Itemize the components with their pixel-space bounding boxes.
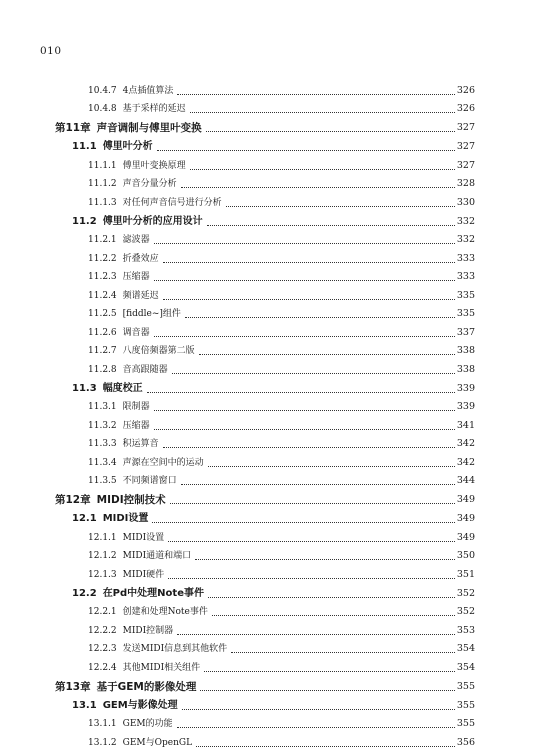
toc-entry-sub[interactable] <box>55 619 475 638</box>
toc-entry-page: 352 <box>456 587 475 599</box>
toc-entry-label <box>88 102 186 116</box>
toc-entry-number: 12.1.2 <box>88 551 117 561</box>
toc-entry-page: 326 <box>456 84 475 96</box>
dot-leader <box>163 446 455 448</box>
dot-leader <box>212 614 455 616</box>
toc-entry-section[interactable] <box>55 210 475 229</box>
toc-entry-label <box>72 699 178 713</box>
toc-entry-label <box>88 307 181 321</box>
toc-entry-sub[interactable] <box>55 638 475 657</box>
dot-leader <box>152 521 454 523</box>
dot-leader <box>206 130 455 132</box>
toc-entry-page: 335 <box>456 289 475 301</box>
toc-entry-label <box>55 680 196 694</box>
toc-entry-page: 341 <box>456 419 475 431</box>
dot-leader <box>154 409 455 411</box>
toc-entry-label <box>88 736 192 750</box>
toc-entry-number: 11.3.2 <box>88 420 117 431</box>
toc-entry-label <box>88 437 159 451</box>
toc-entry-page: 355 <box>456 699 475 711</box>
toc-entry-title: 折叠效应 <box>122 253 159 264</box>
toc-entry-label <box>88 177 177 191</box>
toc-entry-number: 11.2.7 <box>88 346 117 356</box>
toc-entry-title: 创建和处理Note事件 <box>122 607 208 617</box>
toc-entry-label <box>88 419 150 433</box>
toc-entry-label <box>88 642 227 656</box>
toc-entry-page: 327 <box>456 141 475 152</box>
dot-leader <box>190 111 455 113</box>
toc-entry-page: 338 <box>456 363 475 375</box>
toc-entry-number: 13.1.2 <box>88 737 117 748</box>
page-number: 010 <box>40 45 62 57</box>
dot-leader <box>154 242 455 244</box>
toc-entry-chapter[interactable] <box>55 488 475 507</box>
dot-leader <box>157 149 455 151</box>
toc-entry-number: 12.1.3 <box>88 569 117 580</box>
toc-entry-title: 压缩器 <box>122 420 150 431</box>
toc-entry-label <box>88 326 150 340</box>
toc-entry-number: 第12章 <box>55 494 91 506</box>
toc-entry-number: 13.1.1 <box>88 719 117 729</box>
toc-entry-number: 11.3.1 <box>88 402 117 412</box>
toc-entry-label <box>88 549 191 563</box>
toc-entry-number: 11.1.3 <box>88 197 117 208</box>
toc-entry-title: 基于采样的延迟 <box>122 104 186 114</box>
table-of-contents <box>55 79 475 750</box>
toc-entry-sub[interactable] <box>55 451 475 470</box>
toc-entry-page: 326 <box>456 103 475 114</box>
dot-leader <box>168 577 455 579</box>
toc-entry-title: 其他MIDI相关组件 <box>122 662 201 673</box>
toc-entry-label <box>88 363 168 377</box>
toc-entry-title: 滤波器 <box>122 235 150 245</box>
toc-entry-title: 限制器 <box>122 402 150 412</box>
toc-entry-label <box>72 140 153 154</box>
dot-leader <box>207 224 455 226</box>
toc-entry-section[interactable] <box>55 694 475 713</box>
toc-entry-title: 对任何声音信号进行分析 <box>122 197 222 208</box>
toc-entry-title: 傅里叶分析 <box>102 141 153 152</box>
toc-entry-page: 351 <box>456 568 475 580</box>
toc-entry-number: 12.2 <box>72 587 97 599</box>
toc-entry-sub[interactable] <box>55 358 475 377</box>
toc-entry-number: 11.1.2 <box>88 179 117 189</box>
toc-entry-number: 10.4.7 <box>88 85 117 96</box>
toc-entry-number: 11.2.3 <box>88 272 117 282</box>
dot-leader <box>168 540 455 542</box>
toc-entry-label <box>88 344 195 358</box>
toc-entry-sub[interactable] <box>55 266 475 285</box>
toc-entry-number: 11.3.3 <box>88 439 117 449</box>
dot-leader <box>182 708 455 710</box>
toc-entry-sub[interactable] <box>55 396 475 415</box>
dot-leader <box>170 502 455 504</box>
dot-leader <box>163 261 455 263</box>
toc-entry-page: 349 <box>456 494 475 505</box>
dot-leader <box>208 596 455 598</box>
toc-entry-number: 11.3.5 <box>88 476 117 486</box>
toc-entry-label <box>88 400 150 414</box>
toc-entry-page: 355 <box>456 718 475 729</box>
toc-entry-title: [fiddle~]组件 <box>122 309 181 319</box>
dot-leader <box>163 298 455 300</box>
toc-entry-sub[interactable] <box>55 173 475 192</box>
toc-entry-label <box>55 493 166 507</box>
toc-entry-title: 八度倍频器第二版 <box>122 346 195 356</box>
toc-entry-title: 压缩器 <box>122 272 150 282</box>
toc-entry-page: 354 <box>456 643 475 654</box>
dot-leader <box>226 205 455 207</box>
toc-entry-sub[interactable] <box>55 414 475 433</box>
toc-entry-sub[interactable] <box>55 340 475 359</box>
toc-entry-label <box>88 531 164 545</box>
dot-leader <box>200 689 454 691</box>
toc-entry-sub[interactable] <box>55 545 475 564</box>
toc-entry-number: 第11章 <box>55 122 91 134</box>
toc-entry-label <box>88 661 200 675</box>
toc-entry-page: 332 <box>456 215 475 227</box>
toc-entry-sub[interactable] <box>55 526 475 545</box>
toc-entry-page: 355 <box>456 680 475 692</box>
toc-entry-page: 350 <box>456 550 475 561</box>
dot-leader <box>172 372 455 374</box>
toc-entry-title: MIDI控制技术 <box>96 494 166 506</box>
toc-entry-title: 4点插值算法 <box>122 85 174 96</box>
toc-entry-page: 339 <box>456 382 475 394</box>
toc-entry-number: 11.2.1 <box>88 235 117 245</box>
toc-entry-title: 在Pd中处理Note事件 <box>102 587 204 599</box>
toc-entry-title: MIDI通道和端口 <box>122 551 192 561</box>
toc-entry-label <box>88 233 150 247</box>
toc-entry-sub[interactable] <box>55 229 475 248</box>
dot-leader <box>177 633 455 635</box>
toc-entry-sub[interactable] <box>55 731 475 750</box>
toc-entry-number: 11.2.2 <box>88 253 117 264</box>
toc-entry-label <box>72 215 203 229</box>
toc-entry-label <box>88 270 150 284</box>
toc-entry-page: 342 <box>456 438 475 449</box>
toc-entry-label <box>88 159 186 173</box>
toc-entry-number: 第13章 <box>55 680 91 693</box>
toc-entry-label <box>88 568 164 582</box>
toc-entry-title: 积运算音 <box>122 439 159 449</box>
toc-entry-sub[interactable] <box>55 154 475 173</box>
toc-entry-label <box>88 289 159 303</box>
toc-entry-label <box>72 587 204 601</box>
toc-entry-number: 12.2.3 <box>88 644 117 654</box>
toc-entry-sub[interactable] <box>55 79 475 98</box>
toc-entry-number: 12.1.1 <box>88 532 117 543</box>
toc-entry-page: 356 <box>456 736 475 748</box>
toc-entry-title: 音高跟随器 <box>122 364 168 375</box>
toc-entry-page: 335 <box>456 308 475 319</box>
toc-entry-label <box>88 474 177 488</box>
toc-entry-title: GEM与OpenGL <box>122 737 193 748</box>
toc-entry-page: 333 <box>456 252 475 264</box>
dot-leader <box>190 168 455 170</box>
dot-leader <box>154 279 455 281</box>
toc-entry-title: 幅度校正 <box>102 382 143 394</box>
toc-entry-number: 11.1.1 <box>88 160 117 171</box>
toc-entry-sub[interactable] <box>55 284 475 303</box>
toc-entry-section[interactable] <box>55 582 475 601</box>
toc-entry-title: 不同频谱窗口 <box>122 476 177 486</box>
toc-entry-title: 调音器 <box>122 327 150 338</box>
toc-entry-sub[interactable] <box>55 191 475 210</box>
toc-entry-sub[interactable] <box>55 321 475 340</box>
toc-entry-label <box>88 196 222 210</box>
toc-entry-label <box>55 121 202 135</box>
toc-entry-label <box>72 512 148 526</box>
toc-entry-title: MIDI设置 <box>122 532 165 543</box>
dot-leader <box>196 745 455 747</box>
toc-entry-number: 11.2.8 <box>88 364 117 375</box>
dot-leader <box>181 483 455 485</box>
toc-entry-number: 11.2 <box>72 215 97 227</box>
toc-entry-page: 327 <box>456 122 475 133</box>
toc-entry-label <box>88 456 204 470</box>
toc-entry-sub[interactable] <box>55 713 475 732</box>
toc-entry-number: 11.2.4 <box>88 290 117 301</box>
toc-entry-page: 332 <box>456 234 475 245</box>
dot-leader <box>231 651 455 653</box>
toc-entry-title: 频谱延迟 <box>122 290 159 301</box>
toc-entry-label <box>88 252 159 266</box>
toc-entry-title: 基于GEM的影像处理 <box>96 680 197 693</box>
toc-entry-page: 338 <box>456 345 475 356</box>
toc-entry-sub[interactable] <box>55 247 475 266</box>
toc-entry-number: 11.3 <box>72 382 97 394</box>
toc-entry-title: GEM与影像处理 <box>102 699 178 711</box>
toc-entry-number: 12.1 <box>72 513 97 524</box>
dot-leader <box>177 726 455 728</box>
toc-entry-label <box>88 717 173 731</box>
toc-entry-label <box>72 382 143 396</box>
toc-entry-page: 344 <box>456 475 475 486</box>
toc-entry-sub[interactable] <box>55 563 475 582</box>
dot-leader <box>177 93 454 95</box>
toc-entry-page: 330 <box>456 196 475 208</box>
toc-entry-number: 13.1 <box>72 699 97 711</box>
toc-entry-title: 傅里叶分析的应用设计 <box>102 215 203 227</box>
dot-leader <box>147 391 455 393</box>
toc-entry-number: 10.4.8 <box>88 104 117 114</box>
toc-entry-page: 333 <box>456 271 475 282</box>
toc-entry-sub[interactable] <box>55 656 475 675</box>
dot-leader <box>185 316 455 318</box>
toc-entry-page: 352 <box>456 606 475 617</box>
dot-leader <box>195 558 455 560</box>
toc-entry-number: 12.2.2 <box>88 625 117 636</box>
toc-entry-section[interactable] <box>55 135 475 154</box>
dot-leader <box>154 428 455 430</box>
toc-entry-label <box>88 605 208 619</box>
toc-entry-page: 353 <box>456 624 475 636</box>
toc-entry-title: MIDI控制器 <box>122 625 174 636</box>
toc-entry-number: 12.2.4 <box>88 662 117 673</box>
toc-entry-page: 349 <box>456 531 475 543</box>
dot-leader <box>181 186 455 188</box>
toc-entry-number: 11.1 <box>72 141 97 152</box>
toc-entry-number: 11.3.4 <box>88 457 117 468</box>
toc-entry-section[interactable] <box>55 507 475 526</box>
toc-entry-page: 328 <box>456 178 475 189</box>
dot-leader <box>204 670 455 672</box>
toc-entry-page: 339 <box>456 401 475 412</box>
toc-entry-sub[interactable] <box>55 433 475 452</box>
dot-leader <box>154 335 455 337</box>
toc-entry-title: MIDI硬件 <box>122 569 165 580</box>
toc-entry-title: 声音调制与傅里叶变换 <box>96 122 202 134</box>
toc-entry-number: 11.2.6 <box>88 327 117 338</box>
toc-entry-chapter[interactable] <box>55 116 475 135</box>
toc-entry-sub[interactable] <box>55 601 475 620</box>
toc-entry-number: 11.2.5 <box>88 309 117 319</box>
toc-entry-number: 12.2.1 <box>88 607 117 617</box>
toc-entry-sub[interactable] <box>55 470 475 489</box>
toc-entry-title: 声源在空间中的运动 <box>122 457 204 468</box>
toc-entry-label <box>88 84 173 98</box>
dot-leader <box>199 353 455 355</box>
toc-entry-chapter[interactable] <box>55 675 475 694</box>
toc-entry-page: 327 <box>456 159 475 171</box>
toc-entry-title: 傅里叶变换原理 <box>122 160 186 171</box>
toc-entry-page: 354 <box>456 661 475 673</box>
toc-entry-title: GEM的功能 <box>122 719 173 729</box>
toc-entry-title: 声音分量分析 <box>122 179 177 189</box>
toc-entry-page: 349 <box>456 513 475 524</box>
toc-entry-sub[interactable] <box>55 98 475 117</box>
dot-leader <box>208 465 455 467</box>
toc-entry-page: 342 <box>456 456 475 468</box>
toc-entry-section[interactable] <box>55 377 475 396</box>
toc-entry-title: MIDI设置 <box>102 513 149 524</box>
toc-entry-label <box>88 624 173 638</box>
toc-entry-title: 发送MIDI信息到其他软件 <box>122 644 228 654</box>
toc-entry-page: 337 <box>456 326 475 338</box>
toc-entry-sub[interactable] <box>55 303 475 322</box>
